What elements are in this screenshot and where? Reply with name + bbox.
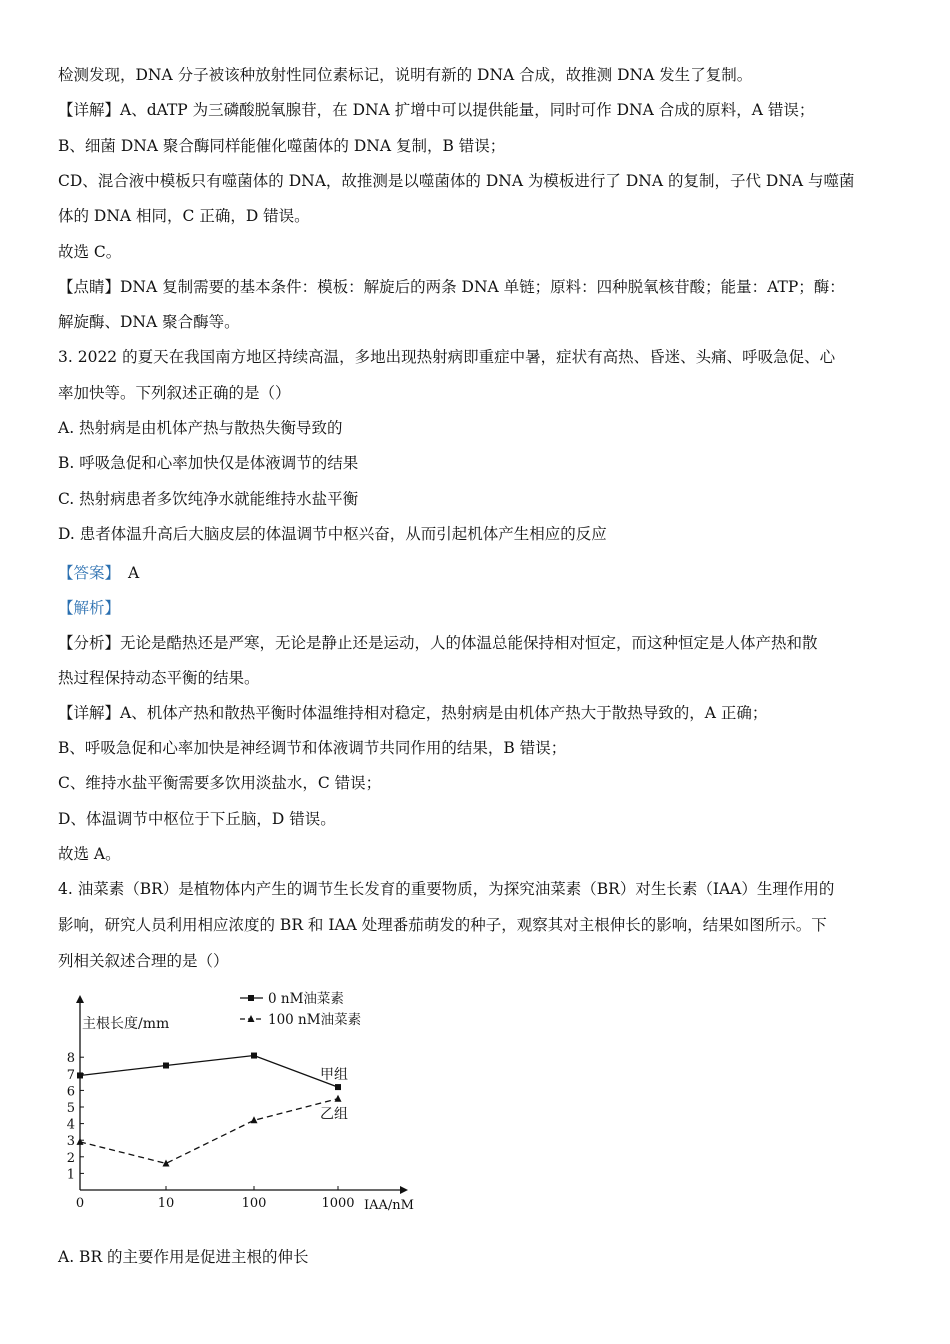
y-tick-label: 6 xyxy=(66,1084,75,1100)
data-point xyxy=(251,1053,257,1059)
text-line: 解旋酶、DNA 聚合酶等。 xyxy=(58,313,240,332)
y-tick-label: 3 xyxy=(66,1134,75,1150)
series-group-label: 乙组 xyxy=(320,1106,348,1123)
text-line: 故选 C。 xyxy=(58,242,122,261)
text-line: A. 热射病是由机体产热与散热失衡导致的 xyxy=(58,419,343,437)
data-point xyxy=(335,1095,342,1102)
y-tick-label: 7 xyxy=(66,1067,75,1083)
data-point xyxy=(163,1063,169,1069)
answer-value: A xyxy=(128,564,140,582)
chart-legend xyxy=(240,990,361,1028)
answer-tag: 【答案】 xyxy=(58,564,121,582)
text-line: B、细菌 DNA 聚合酶同样能催化噬菌体的 DNA 复制，B 错误； xyxy=(58,136,506,155)
text-line: 【分析】无论是酷热还是严寒，无论是静止还是运动，人的体温总能保持相对恒定，而这种恒定是人体产热和散 xyxy=(58,634,818,652)
text-line: D、体温调节中枢位于下丘脑，D 错误。 xyxy=(58,809,336,828)
text-line: 【详解】A、dATP 为三磷酸脱氧腺苷，在 DNA 扩增中可以提供能量，同时可作 DNA 合成的原料，A 错误； xyxy=(58,101,815,120)
text-line: B、呼吸急促和心率加快是神经调节和体液调节共同作用的结果，B 错误； xyxy=(58,739,567,758)
text-line: 4. 油菜素（BR）是植物体内产生的调节生长发育的重要物质，为探究油菜素（BR）对生长素（IAA）生理作用的 xyxy=(58,880,835,898)
legend-label: 0 nM油菜素 xyxy=(268,991,344,1007)
text-line: CD、混合液中模板只有噬菌体的 DNA，故推测是以噬菌体的 DNA 为模板进行了 DNA 的复制，子代 DNA 与噬菌 xyxy=(58,171,855,190)
text-line: 影响，研究人员利用相应浓度的 BR 和 IAA 处理番茄萌发的种子，观察其对主根伸长的影响，结果如图所示。下 xyxy=(58,916,827,934)
data-point xyxy=(335,1084,341,1090)
text-line: 检测发现，DNA 分子被该种放射性同位素标记，说明有新的 DNA 合成，故推测 DNA 发生了复制。 xyxy=(58,66,753,84)
x-axis-arrow xyxy=(400,1186,408,1194)
text-line: 故选 A。 xyxy=(58,844,121,863)
text-line: 列相关叙述合理的是（） xyxy=(58,952,229,970)
text-line: 3. 2022 的夏天在我国南方地区持续高温，多地出现热射病即重症中暑，症状有高热、昏迷、头痛、呼吸急促、心 xyxy=(58,348,836,367)
x-tick-label: 1000 xyxy=(321,1196,355,1211)
x-tick-label: 100 xyxy=(241,1196,267,1211)
chart-axes xyxy=(76,995,414,1213)
x-tick-label: 0 xyxy=(75,1196,85,1211)
text-line: 率加快等。下列叙述正确的是（） xyxy=(58,383,291,402)
y-tick-label: 1 xyxy=(66,1167,75,1183)
text-line: D. 患者体温升高后大脑皮层的体温调节中枢兴奋，从而引起机体产生相应的反应 xyxy=(58,524,607,543)
chart-series xyxy=(77,1053,349,1167)
data-point xyxy=(251,1116,258,1123)
text-line: 【点睛】DNA 复制需要的基本条件：模板：解旋后的两条 DNA 单链；原料：四种脱氧核苷酸；能量：ATP；酶： xyxy=(58,277,845,296)
series-line-2 xyxy=(80,1099,338,1164)
y-axis-label: 主根长度/mm xyxy=(82,1016,170,1032)
data-point xyxy=(77,1138,84,1145)
x-axis-label: IAA/nM xyxy=(364,1198,414,1213)
text-line: 体的 DNA 相同，C 正确，D 错误。 xyxy=(58,207,310,226)
y-axis-arrow xyxy=(76,995,84,1003)
y-tick-label: 8 xyxy=(66,1051,75,1067)
text-line: 热过程保持动态平衡的结果。 xyxy=(58,669,260,688)
legend-marker xyxy=(248,995,254,1001)
chart-ticks xyxy=(67,1051,355,1211)
y-tick-label: 4 xyxy=(66,1117,75,1133)
series-line-1 xyxy=(80,1056,338,1088)
y-tick-label: 2 xyxy=(66,1150,75,1166)
option-a: A. BR 的主要作用是促进主根的伸长 xyxy=(58,1248,309,1266)
data-point xyxy=(77,1072,83,1078)
text-line: B. 呼吸急促和心率加快仅是体液调节的结果 xyxy=(58,454,359,473)
legend-label: 100 nM油菜素 xyxy=(268,1012,362,1028)
text-line: C. 热射病患者多饮纯净水就能维持水盐平衡 xyxy=(58,489,359,508)
analysis-tag: 【解析】 xyxy=(58,599,121,617)
text-line: C、维持水盐平衡需要多饮用淡盐水，C 错误； xyxy=(58,774,382,793)
y-tick-label: 5 xyxy=(66,1101,75,1116)
series-group-label: 甲组 xyxy=(320,1067,348,1084)
x-tick-label: 10 xyxy=(157,1196,175,1211)
root-length-chart xyxy=(58,985,438,1225)
text-line: 【详解】A、机体产热和散热平衡时体温维持相对稳定，热射病是由机体产热大于散热导致的，A 正确； xyxy=(58,704,768,723)
